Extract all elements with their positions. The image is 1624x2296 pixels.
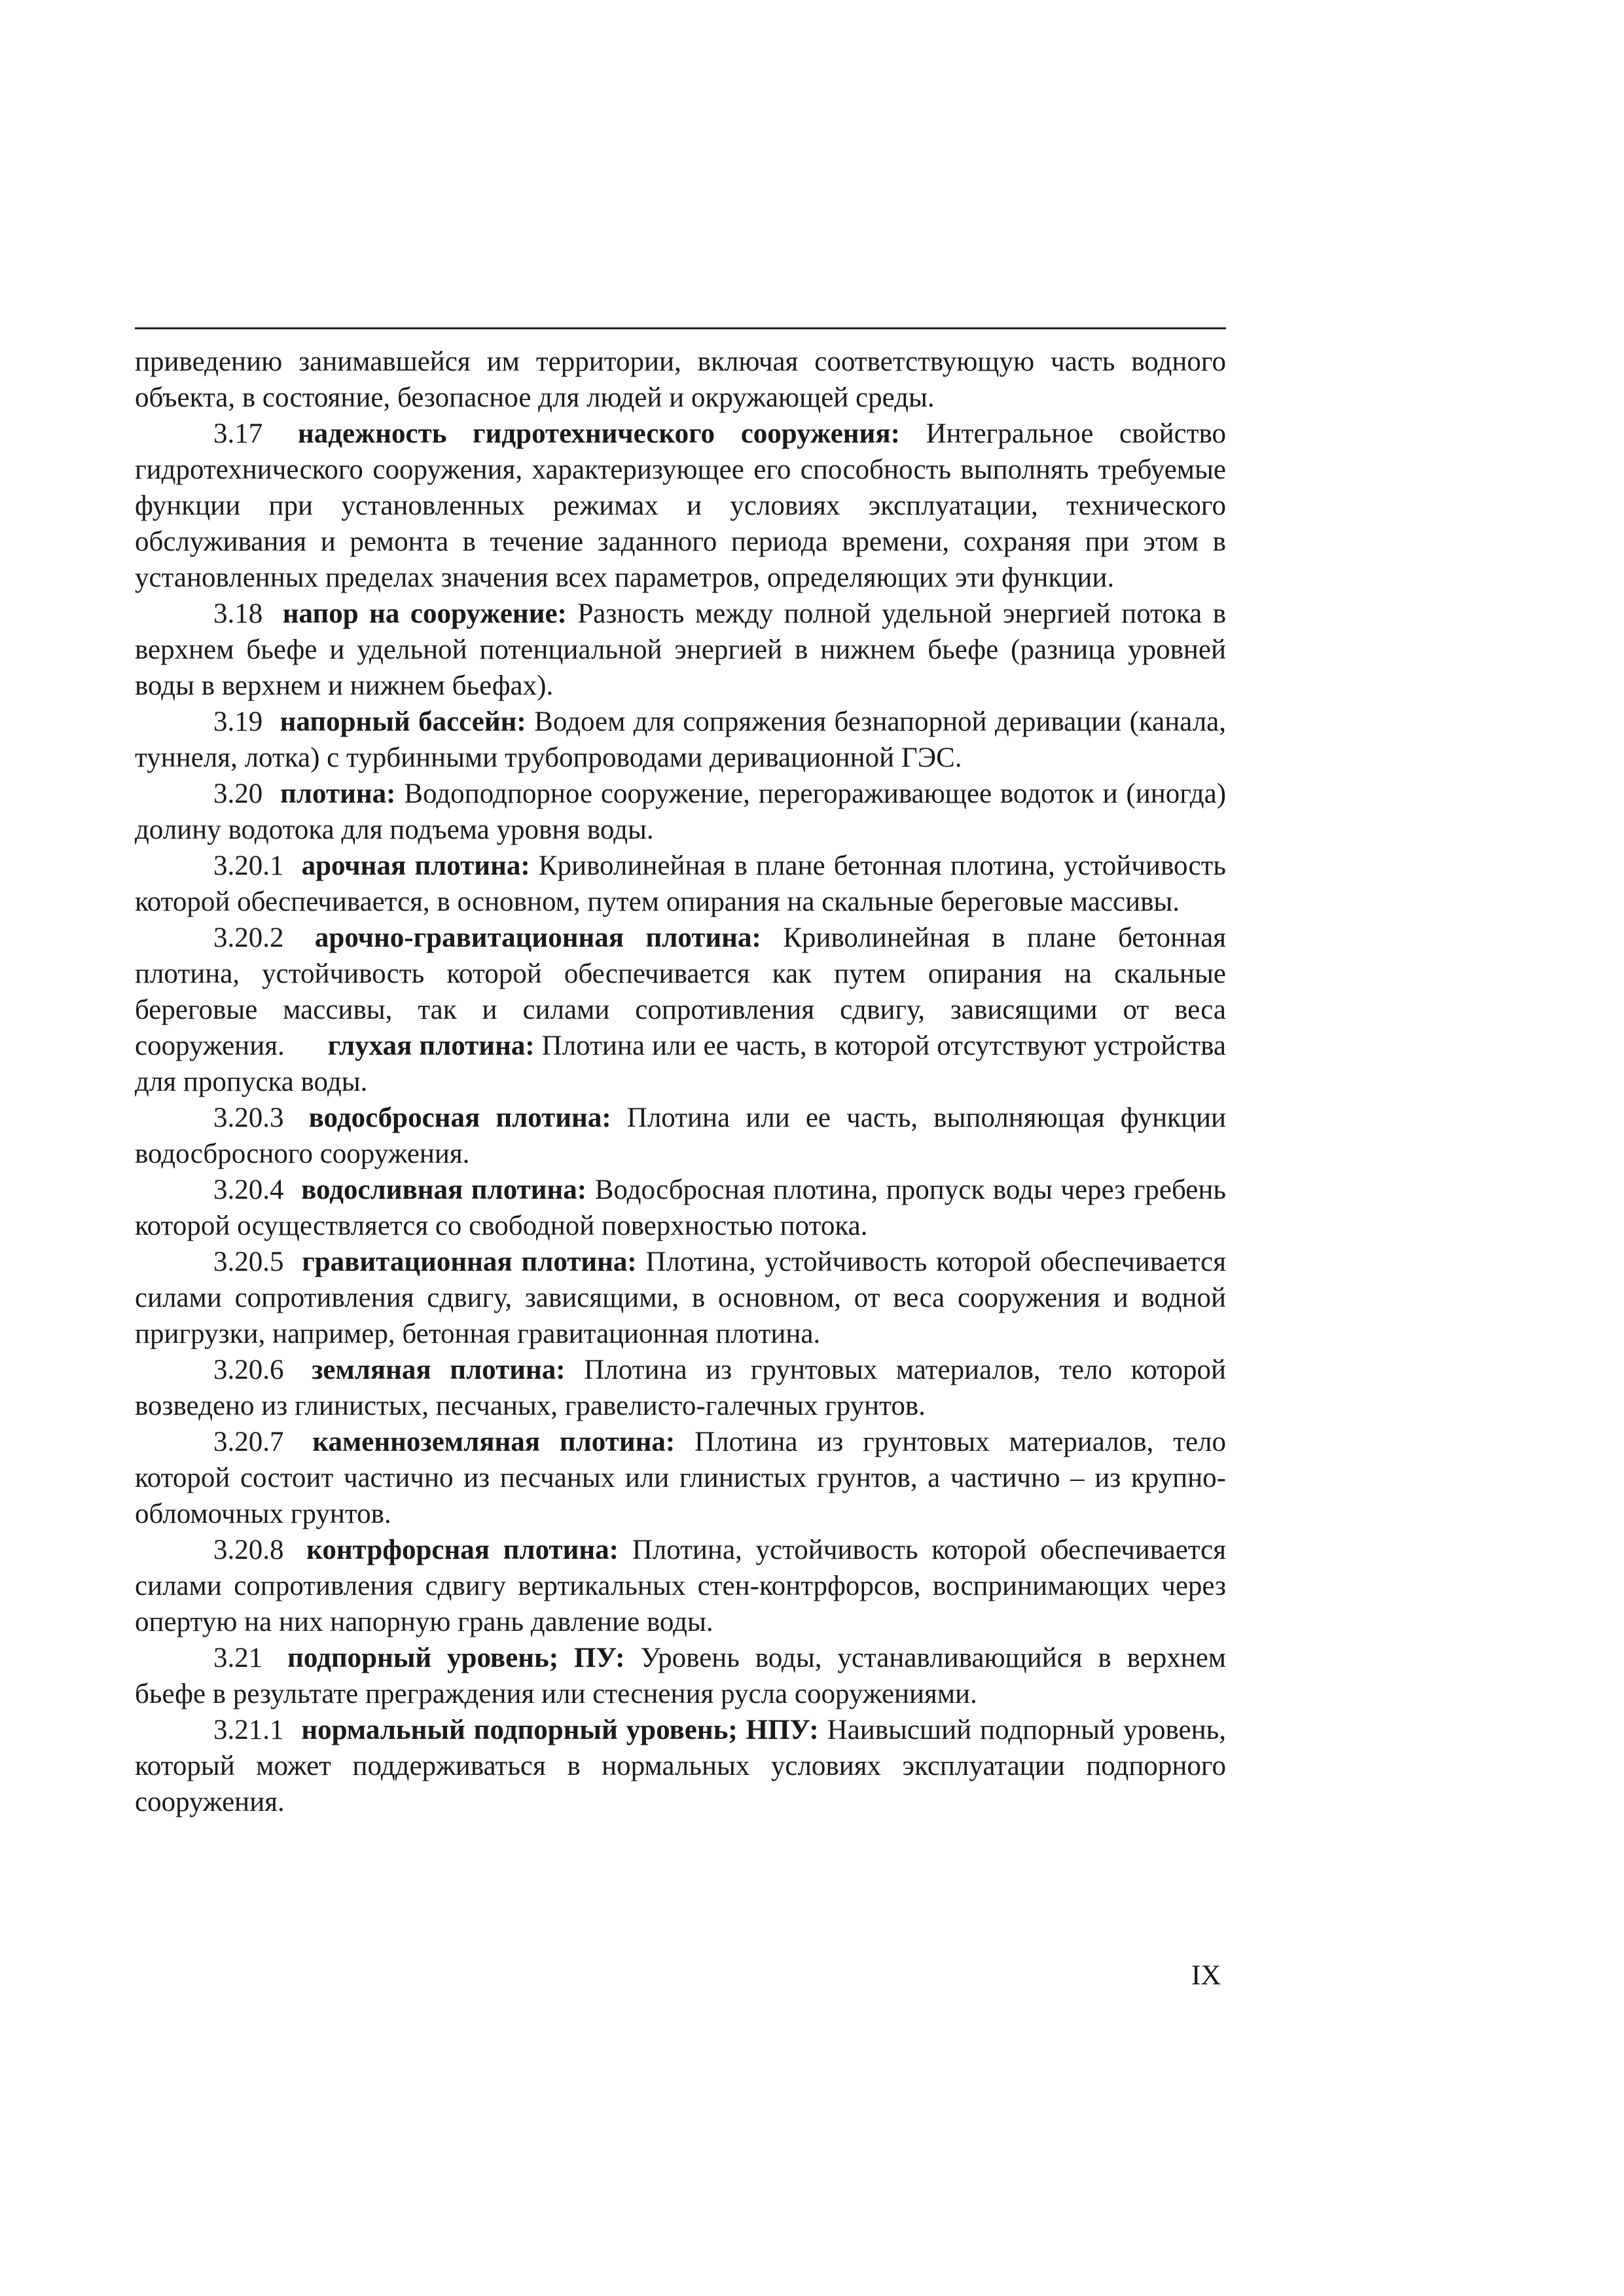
entry-definition: Разность между полной удельной энергией потока в верхнем бьефе и удельной потенциальной энергией в нижнем бьефе (разница уровней воды в верхнем и нижнем бьефах). xyxy=(135,598,1227,701)
entry-definition-secondary: Плотина или ее часть, в которой отсутствуют устройства для пропуска воды. xyxy=(135,1030,1226,1097)
entry-3-20-8 xyxy=(135,1532,1226,1640)
entry-number: 3.18 xyxy=(213,598,263,629)
entry-3-19 xyxy=(135,704,1226,776)
entry-number: 3.21.1 xyxy=(213,1715,284,1745)
entry-term: нормальный подпорный уровень; НПУ: xyxy=(301,1715,819,1745)
entry-definition: Уровень воды, устанавливающийся в верхнем бьефе в результате преграждения или стеснения русла сооружениями. xyxy=(135,1643,1227,1709)
entry-definition: Плотина, устойчивость которой обеспечивается силами сопротивления сдвигу вертикальных стен-контрфорсов, воспринимающих через опертую на них напорную грань давление воды. xyxy=(135,1535,1226,1637)
entry-3-20-3 xyxy=(135,1100,1226,1172)
page-number: IX xyxy=(1191,1960,1221,1991)
entry-term: подпорный уровень; ПУ: xyxy=(287,1643,625,1673)
entry-definition: Водоем для сопряжения безнапорной деривации (канала, туннеля, лотка) с турбинными трубопроводами деривационной ГЭС. xyxy=(135,706,1227,773)
entry-term: напор на сооружение: xyxy=(282,598,567,629)
entry-3-20-2 xyxy=(135,920,1226,1100)
entry-definition: Плотина из грунтовых материалов, тело которой состоит частично из песчаных или глинистых грунтов, а частично – из крупно-обломочных грунтов. xyxy=(135,1427,1226,1529)
entry-definition: Криволинейная в плане бетонная плотина, устойчивость которой обеспечивается, в основном, путем опирания на скальные береговые массивы. xyxy=(135,850,1227,917)
entry-number: 3.19 xyxy=(213,706,263,737)
entry-definition: Наивысший подпорный уровень, который может поддерживаться в нормальных условиях эксплуатации подпорного сооружения. xyxy=(135,1715,1227,1817)
entry-term-secondary: глухая плотина: xyxy=(327,1030,535,1061)
entry-3-20-6 xyxy=(135,1352,1226,1424)
entry-3-18 xyxy=(135,596,1226,704)
entry-number: 3.20.1 xyxy=(213,850,284,881)
entry-3-20-1 xyxy=(135,848,1226,920)
entry-term: земляная плотина: xyxy=(312,1355,566,1385)
entry-term: надежность гидротехнического сооружения: xyxy=(297,418,900,449)
entry-number: 3.20.3 xyxy=(213,1102,284,1133)
entry-term: водосбросная плотина: xyxy=(308,1102,611,1133)
entry-number: 3.20.5 xyxy=(213,1247,284,1277)
continuation-paragraph: приведению занимавшейся им территории, включая соответствующую часть водного объекта, в состояние, безопасное для людей и окружающей среды. xyxy=(135,346,1226,413)
entry-term: каменноземляная плотина: xyxy=(312,1427,676,1457)
entry-definition: Водосбросная плотина, пропуск воды через гребень которой осуществляется со свободной поверхностью потока. xyxy=(135,1175,1227,1241)
entry-term: контрфорсная плотина: xyxy=(306,1535,619,1565)
top-rule xyxy=(135,327,1226,329)
entry-number: 3.20.8 xyxy=(213,1535,284,1565)
entry-number: 3.21 xyxy=(213,1643,263,1673)
entry-term: плотина: xyxy=(280,778,396,809)
entry-number: 3.20.4 xyxy=(213,1175,284,1205)
entry-3-20-5 xyxy=(135,1244,1226,1352)
entry-term: напорный бассейн: xyxy=(280,706,526,737)
entry-term: арочная плотина: xyxy=(301,850,530,881)
entry-definition: Плотина или ее часть, выполняющая функции водосбросного сооружения. xyxy=(135,1102,1227,1169)
entry-3-17 xyxy=(135,416,1226,596)
entry-3-20 xyxy=(135,776,1226,848)
entry-definition: Плотина из грунтовых материалов, тело которой возведено из глинистых, песчаных, гравелисто-галечных грунтов. xyxy=(135,1355,1227,1421)
entry-definition: Интегральное свойство гидротехнического сооружения, характеризующее его способность выполнять требуемые функции при установленных режимах и условиях эксплуатации, технического обслуживания и ремонта в течение заданного периода времени, сохраняя при этом в установленных пределах значения всех параметров, определяющих эти функции. xyxy=(135,418,1227,593)
entry-number: 3.20.2 xyxy=(213,922,284,953)
entry-definition: Криволинейная в плане бетонная плотина, устойчивость которой обеспечивается как путем опирания на скальные береговые массивы, так и силами сопротивления сдвигу, зависящими от веса сооружения. xyxy=(135,922,1226,1061)
entry-definition: Водоподпорное сооружение, перегораживающее водоток и (иногда) долину водотока для подъема уровня воды. xyxy=(135,778,1227,845)
entry-3-20-4 xyxy=(135,1172,1226,1244)
entry-term: гравитационная плотина: xyxy=(302,1247,637,1277)
entry-3-21-1 xyxy=(135,1712,1226,1820)
entry-number: 3.20.7 xyxy=(213,1427,284,1457)
entry-number: 3.20.6 xyxy=(213,1355,284,1385)
entry-term: водосливная плотина: xyxy=(301,1175,587,1205)
entry-number: 3.20 xyxy=(213,778,263,809)
entry-3-20-7 xyxy=(135,1424,1226,1532)
entry-number: 3.17 xyxy=(213,418,263,449)
entry-term: арочно-гравитационная плотина: xyxy=(314,922,761,953)
text-block xyxy=(135,344,1226,1820)
entry-definition: Плотина, устойчивость которой обеспечивается силами сопротивления сдвигу, зависящими, в основном, от веса сооружения и водной пригрузки, например, бетонная гравитационная плотина. xyxy=(135,1247,1226,1349)
entry-3-21 xyxy=(135,1640,1226,1712)
